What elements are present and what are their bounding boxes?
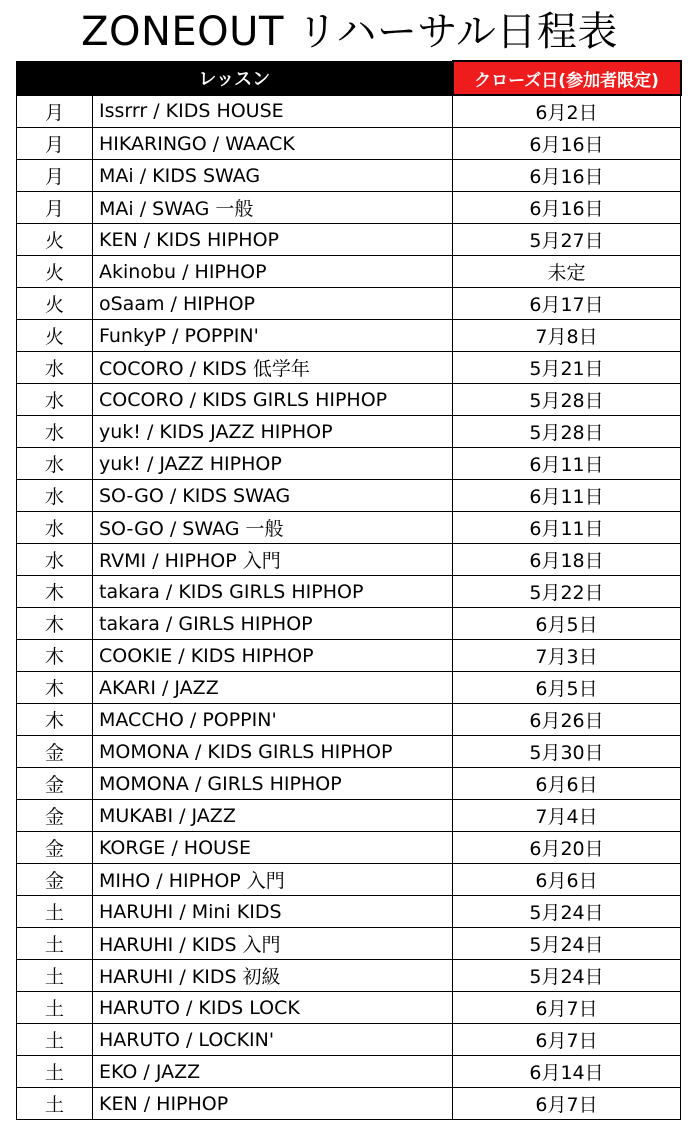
close-date-cell: 5月24日 bbox=[453, 896, 681, 928]
close-date-cell: 6月2日 bbox=[453, 95, 681, 128]
weekday-cell: 土 bbox=[17, 960, 93, 992]
lesson-cell: HIKARINGO / WAACK bbox=[93, 128, 453, 160]
table-row bbox=[17, 832, 681, 864]
close-date-cell: 6月16日 bbox=[453, 192, 681, 224]
table-row bbox=[17, 448, 681, 480]
table-row bbox=[17, 960, 681, 992]
header-close-date: クローズ日(参加者限定) bbox=[453, 61, 681, 95]
weekday-cell: 月 bbox=[17, 192, 93, 224]
close-date-cell: 7月8日 bbox=[453, 320, 681, 352]
weekday-cell: 水 bbox=[17, 512, 93, 544]
close-date-cell: 未定 bbox=[453, 256, 681, 288]
table-row bbox=[17, 544, 681, 576]
close-date-cell: 5月21日 bbox=[453, 352, 681, 384]
weekday-cell: 月 bbox=[17, 128, 93, 160]
weekday-cell: 木 bbox=[17, 576, 93, 608]
close-date-cell: 5月28日 bbox=[453, 416, 681, 448]
lesson-cell: HARUHI / Mini KIDS bbox=[93, 896, 453, 928]
table-row bbox=[17, 512, 681, 544]
close-date-cell: 6月7日 bbox=[453, 1024, 681, 1056]
weekday-cell: 土 bbox=[17, 928, 93, 960]
table-row bbox=[17, 416, 681, 448]
table-row bbox=[17, 576, 681, 608]
weekday-cell: 土 bbox=[17, 1056, 93, 1088]
table-row bbox=[17, 800, 681, 832]
table-row bbox=[17, 768, 681, 800]
table-row bbox=[17, 992, 681, 1024]
weekday-cell: 水 bbox=[17, 352, 93, 384]
table-row bbox=[17, 192, 681, 224]
weekday-cell: 土 bbox=[17, 896, 93, 928]
weekday-cell: 火 bbox=[17, 224, 93, 256]
weekday-cell: 金 bbox=[17, 832, 93, 864]
table-row bbox=[17, 672, 681, 704]
lesson-cell: MACCHO / POPPIN' bbox=[93, 704, 453, 736]
table-row bbox=[17, 608, 681, 640]
table-row bbox=[17, 288, 681, 320]
lesson-cell: Issrrr / KIDS HOUSE bbox=[93, 95, 453, 128]
close-date-cell: 6月11日 bbox=[453, 448, 681, 480]
table-row bbox=[17, 95, 681, 128]
close-date-cell: 6月16日 bbox=[453, 128, 681, 160]
table-row bbox=[17, 224, 681, 256]
weekday-cell: 木 bbox=[17, 608, 93, 640]
close-date-cell: 6月14日 bbox=[453, 1056, 681, 1088]
close-date-cell: 6月11日 bbox=[453, 512, 681, 544]
table-row bbox=[17, 384, 681, 416]
lesson-cell: MIHO / HIPHOP 入門 bbox=[93, 864, 453, 896]
weekday-cell: 金 bbox=[17, 768, 93, 800]
lesson-cell: MOMONA / GIRLS HIPHOP bbox=[93, 768, 453, 800]
close-date-cell: 6月17日 bbox=[453, 288, 681, 320]
weekday-cell: 水 bbox=[17, 448, 93, 480]
lesson-cell: KEN / KIDS HIPHOP bbox=[93, 224, 453, 256]
close-date-cell: 6月26日 bbox=[453, 704, 681, 736]
close-date-cell: 6月20日 bbox=[453, 832, 681, 864]
weekday-cell: 水 bbox=[17, 480, 93, 512]
table-header-row bbox=[17, 61, 681, 95]
weekday-cell: 金 bbox=[17, 736, 93, 768]
weekday-cell: 金 bbox=[17, 800, 93, 832]
header-lesson: レッスン bbox=[17, 61, 453, 95]
page-title: ZONEOUT リハーサル日程表 bbox=[81, 9, 618, 55]
close-date-cell: 6月18日 bbox=[453, 544, 681, 576]
lesson-cell: SO-GO / KIDS SWAG bbox=[93, 480, 453, 512]
table-row bbox=[17, 480, 681, 512]
lesson-cell: AKARI / JAZZ bbox=[93, 672, 453, 704]
close-date-cell: 7月3日 bbox=[453, 640, 681, 672]
weekday-cell: 土 bbox=[17, 992, 93, 1024]
weekday-cell: 金 bbox=[17, 864, 93, 896]
close-date-cell: 6月16日 bbox=[453, 160, 681, 192]
close-date-cell: 6月6日 bbox=[453, 768, 681, 800]
weekday-cell: 水 bbox=[17, 544, 93, 576]
close-date-cell: 6月7日 bbox=[453, 1088, 681, 1120]
lesson-cell: COOKIE / KIDS HIPHOP bbox=[93, 640, 453, 672]
close-date-cell: 7月4日 bbox=[453, 800, 681, 832]
lesson-cell: COCORO / KIDS GIRLS HIPHOP bbox=[93, 384, 453, 416]
table-row bbox=[17, 704, 681, 736]
lesson-cell: HARUTO / LOCKIN' bbox=[93, 1024, 453, 1056]
weekday-cell: 火 bbox=[17, 288, 93, 320]
table-row bbox=[17, 896, 681, 928]
lesson-cell: KORGE / HOUSE bbox=[93, 832, 453, 864]
close-date-cell: 5月22日 bbox=[453, 576, 681, 608]
rehearsal-schedule-table bbox=[16, 60, 682, 1120]
weekday-cell: 木 bbox=[17, 672, 93, 704]
table-body bbox=[17, 95, 681, 1120]
weekday-cell: 木 bbox=[17, 640, 93, 672]
lesson-cell: FunkyP / POPPIN' bbox=[93, 320, 453, 352]
weekday-cell: 月 bbox=[17, 160, 93, 192]
table-row bbox=[17, 1088, 681, 1120]
table-row bbox=[17, 128, 681, 160]
lesson-cell: MOMONA / KIDS GIRLS HIPHOP bbox=[93, 736, 453, 768]
weekday-cell: 木 bbox=[17, 704, 93, 736]
table-row bbox=[17, 864, 681, 896]
close-date-cell: 6月5日 bbox=[453, 672, 681, 704]
lesson-cell: MAi / SWAG 一般 bbox=[93, 192, 453, 224]
weekday-cell: 月 bbox=[17, 95, 93, 128]
weekday-cell: 土 bbox=[17, 1024, 93, 1056]
table-row bbox=[17, 1056, 681, 1088]
lesson-cell: RVMI / HIPHOP 入門 bbox=[93, 544, 453, 576]
close-date-cell: 6月7日 bbox=[453, 992, 681, 1024]
table-row bbox=[17, 1024, 681, 1056]
table-row bbox=[17, 736, 681, 768]
lesson-cell: HARUHI / KIDS 入門 bbox=[93, 928, 453, 960]
lesson-cell: MAi / KIDS SWAG bbox=[93, 160, 453, 192]
table-row bbox=[17, 320, 681, 352]
table-row bbox=[17, 928, 681, 960]
close-date-cell: 6月11日 bbox=[453, 480, 681, 512]
table-row bbox=[17, 256, 681, 288]
weekday-cell: 水 bbox=[17, 416, 93, 448]
close-date-cell: 5月27日 bbox=[453, 224, 681, 256]
table-row bbox=[17, 640, 681, 672]
close-date-cell: 6月6日 bbox=[453, 864, 681, 896]
table-row bbox=[17, 352, 681, 384]
lesson-cell: Akinobu / HIPHOP bbox=[93, 256, 453, 288]
lesson-cell: SO-GO / SWAG 一般 bbox=[93, 512, 453, 544]
lesson-cell: HARUTO / KIDS LOCK bbox=[93, 992, 453, 1024]
close-date-cell: 5月28日 bbox=[453, 384, 681, 416]
lesson-cell: takara / GIRLS HIPHOP bbox=[93, 608, 453, 640]
lesson-cell: HARUHI / KIDS 初級 bbox=[93, 960, 453, 992]
lesson-cell: yuk! / JAZZ HIPHOP bbox=[93, 448, 453, 480]
lesson-cell: yuk! / KIDS JAZZ HIPHOP bbox=[93, 416, 453, 448]
weekday-cell: 火 bbox=[17, 256, 93, 288]
table-row bbox=[17, 160, 681, 192]
weekday-cell: 火 bbox=[17, 320, 93, 352]
close-date-cell: 6月5日 bbox=[453, 608, 681, 640]
close-date-cell: 5月24日 bbox=[453, 928, 681, 960]
lesson-cell: MUKABI / JAZZ bbox=[93, 800, 453, 832]
weekday-cell: 水 bbox=[17, 384, 93, 416]
close-date-cell: 5月24日 bbox=[453, 960, 681, 992]
weekday-cell: 土 bbox=[17, 1088, 93, 1120]
lesson-cell: EKO / JAZZ bbox=[93, 1056, 453, 1088]
close-date-cell: 5月30日 bbox=[453, 736, 681, 768]
lesson-cell: KEN / HIPHOP bbox=[93, 1088, 453, 1120]
lesson-cell: COCORO / KIDS 低学年 bbox=[93, 352, 453, 384]
lesson-cell: takara / KIDS GIRLS HIPHOP bbox=[93, 576, 453, 608]
lesson-cell: oSaam / HIPHOP bbox=[93, 288, 453, 320]
